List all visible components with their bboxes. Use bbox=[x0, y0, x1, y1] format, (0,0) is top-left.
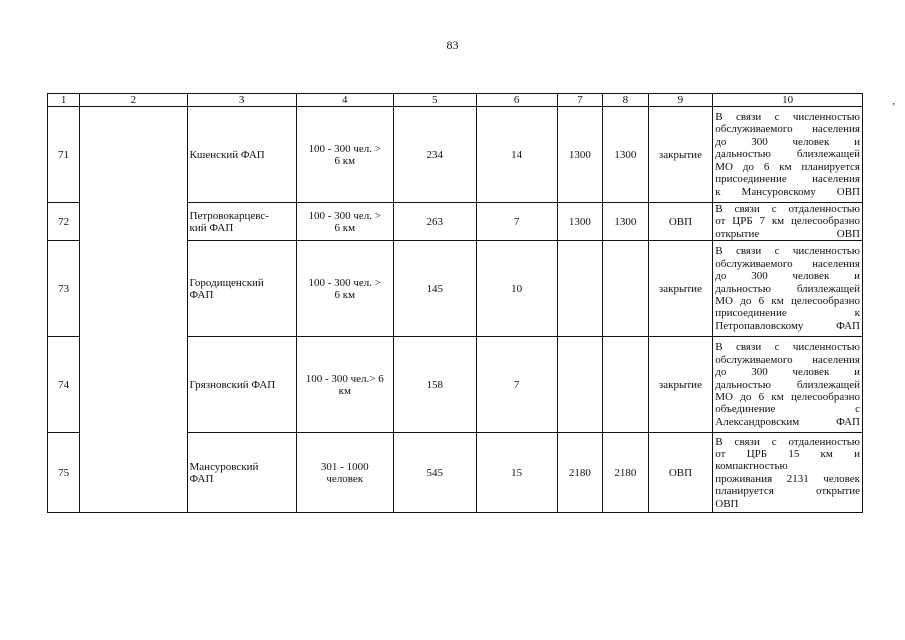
criteria-line: 100 - 300 чел. > bbox=[308, 209, 382, 222]
merged-cell-col2 bbox=[80, 107, 187, 513]
reason-line: В связи с численностью bbox=[715, 111, 860, 124]
col7-value: 1300 bbox=[557, 203, 603, 241]
reason-line: присоединение к bbox=[715, 307, 860, 320]
header-cell: 3 bbox=[187, 94, 296, 107]
criteria bbox=[296, 241, 393, 337]
action: закрытие bbox=[648, 107, 713, 203]
criteria-line: человек bbox=[326, 472, 364, 485]
reason-line: МО до 6 км целесообразно bbox=[715, 390, 860, 403]
criteria bbox=[296, 203, 393, 241]
col5-value: 145 bbox=[393, 241, 476, 337]
reason-line: от ЦРБ 15 км и bbox=[715, 447, 860, 460]
col7-value: 1300 bbox=[557, 107, 603, 203]
name-line: ФАП bbox=[189, 472, 214, 485]
action: ОВП bbox=[648, 433, 713, 513]
criteria-line: 100 - 300 чел. > bbox=[308, 142, 382, 155]
row-number: 74 bbox=[48, 337, 80, 433]
reason-text bbox=[713, 337, 863, 433]
col8-value bbox=[603, 337, 649, 433]
reason-text bbox=[713, 241, 863, 337]
facility-name bbox=[187, 241, 296, 337]
criteria bbox=[296, 337, 393, 433]
reason-line: открытие ОВП bbox=[715, 227, 860, 240]
reason-text bbox=[713, 203, 863, 241]
margin-mark: , bbox=[892, 96, 895, 107]
page-number: 83 bbox=[446, 38, 459, 52]
reason-line: В связи с отдаленностью bbox=[715, 435, 860, 448]
name-line: ФАП bbox=[189, 288, 214, 301]
reason-line: объединение с bbox=[715, 403, 860, 416]
criteria bbox=[296, 107, 393, 203]
header-row bbox=[48, 94, 863, 107]
row-number: 71 bbox=[48, 107, 80, 203]
col6-value: 7 bbox=[476, 337, 557, 433]
reason-line: В связи с численностью bbox=[715, 341, 860, 354]
col8-value bbox=[603, 241, 649, 337]
header-cell: 9 bbox=[648, 94, 713, 107]
col8-value: 2180 bbox=[603, 433, 649, 513]
name-line: кий ФАП bbox=[189, 221, 234, 234]
reason-line: дальностью близлежащей bbox=[715, 282, 860, 295]
header-cell: 10 bbox=[713, 94, 863, 107]
reason-line: В связи с отдаленностью bbox=[715, 203, 860, 215]
reason-line: В связи с численностью bbox=[715, 245, 860, 258]
criteria bbox=[296, 433, 393, 513]
reason-line: проживания 2131 человек bbox=[715, 472, 860, 485]
col5-value: 263 bbox=[393, 203, 476, 241]
action: ОВП bbox=[648, 203, 713, 241]
col8-value: 1300 bbox=[603, 107, 649, 203]
reason-line: присоединение населения bbox=[715, 173, 860, 186]
reason-line: обслуживаемого населения bbox=[715, 257, 860, 270]
criteria-line: 6 км bbox=[334, 221, 356, 234]
name-line: Петровокарцевс- bbox=[189, 209, 269, 222]
reason-text bbox=[713, 433, 863, 513]
row-number: 72 bbox=[48, 203, 80, 241]
reason-line: МО до 6 км планируется bbox=[715, 160, 860, 173]
reason-line: ОВП bbox=[715, 497, 739, 510]
reason-line: обслуживаемого населения bbox=[715, 123, 860, 136]
action: закрытие bbox=[648, 337, 713, 433]
data-table bbox=[47, 93, 863, 513]
header-cell: 6 bbox=[476, 94, 557, 107]
action: закрытие bbox=[648, 241, 713, 337]
header-cell: 5 bbox=[393, 94, 476, 107]
header-cell: 8 bbox=[603, 94, 649, 107]
col5-value: 158 bbox=[393, 337, 476, 433]
reason-line: до 300 человек и bbox=[715, 270, 860, 283]
name-line: Мансуровский bbox=[189, 460, 259, 473]
col5-value: 234 bbox=[393, 107, 476, 203]
col7-value: 2180 bbox=[557, 433, 603, 513]
criteria-line: км bbox=[338, 384, 351, 397]
reason-line: Петропавловскому ФАП bbox=[715, 319, 860, 332]
col6-value: 10 bbox=[476, 241, 557, 337]
col6-value: 15 bbox=[476, 433, 557, 513]
criteria-line: 6 км bbox=[334, 154, 356, 167]
col6-value: 7 bbox=[476, 203, 557, 241]
name-line: Кшенский ФАП bbox=[189, 148, 265, 161]
facility-name bbox=[187, 337, 296, 433]
name-line: Городищенский bbox=[189, 276, 264, 289]
row-number: 73 bbox=[48, 241, 80, 337]
facility-name bbox=[187, 203, 296, 241]
col6-value: 14 bbox=[476, 107, 557, 203]
reason-line: дальностью близлежащей bbox=[715, 378, 860, 391]
reason-line: от ЦРБ 7 км целесообразно bbox=[715, 215, 860, 228]
reason-line: обслуживаемого населения bbox=[715, 353, 860, 366]
criteria-line: 100 - 300 чел.> 6 bbox=[305, 372, 384, 385]
criteria-line: 6 км bbox=[334, 288, 356, 301]
name-line: Грязновский ФАП bbox=[189, 378, 276, 391]
facility-name bbox=[187, 433, 296, 513]
reason-line: до 300 человек и bbox=[715, 135, 860, 148]
col8-value: 1300 bbox=[603, 203, 649, 241]
reason-line: до 300 человек и bbox=[715, 366, 860, 379]
header-cell: 1 bbox=[48, 94, 80, 107]
reason-line: дальностью близлежащей bbox=[715, 148, 860, 161]
col7-value bbox=[557, 241, 603, 337]
reason-line: Александровским ФАП bbox=[715, 415, 860, 428]
col5-value: 545 bbox=[393, 433, 476, 513]
header-cell: 4 bbox=[296, 94, 393, 107]
reason-line: к Мансуровскому ОВП bbox=[715, 185, 860, 198]
col7-value bbox=[557, 337, 603, 433]
criteria-line: 100 - 300 чел. > bbox=[308, 276, 382, 289]
header-cell: 2 bbox=[80, 94, 187, 107]
reason-line: компактностью bbox=[715, 460, 788, 473]
reason-line: планируется открытие bbox=[715, 485, 860, 498]
reason-line: МО до 6 км целесообразно bbox=[715, 294, 860, 307]
header-cell: 7 bbox=[557, 94, 603, 107]
row-number: 75 bbox=[48, 433, 80, 513]
table-row bbox=[48, 107, 863, 203]
criteria-line: 301 - 1000 bbox=[320, 460, 369, 473]
reason-text bbox=[713, 107, 863, 203]
facility-name bbox=[187, 107, 296, 203]
